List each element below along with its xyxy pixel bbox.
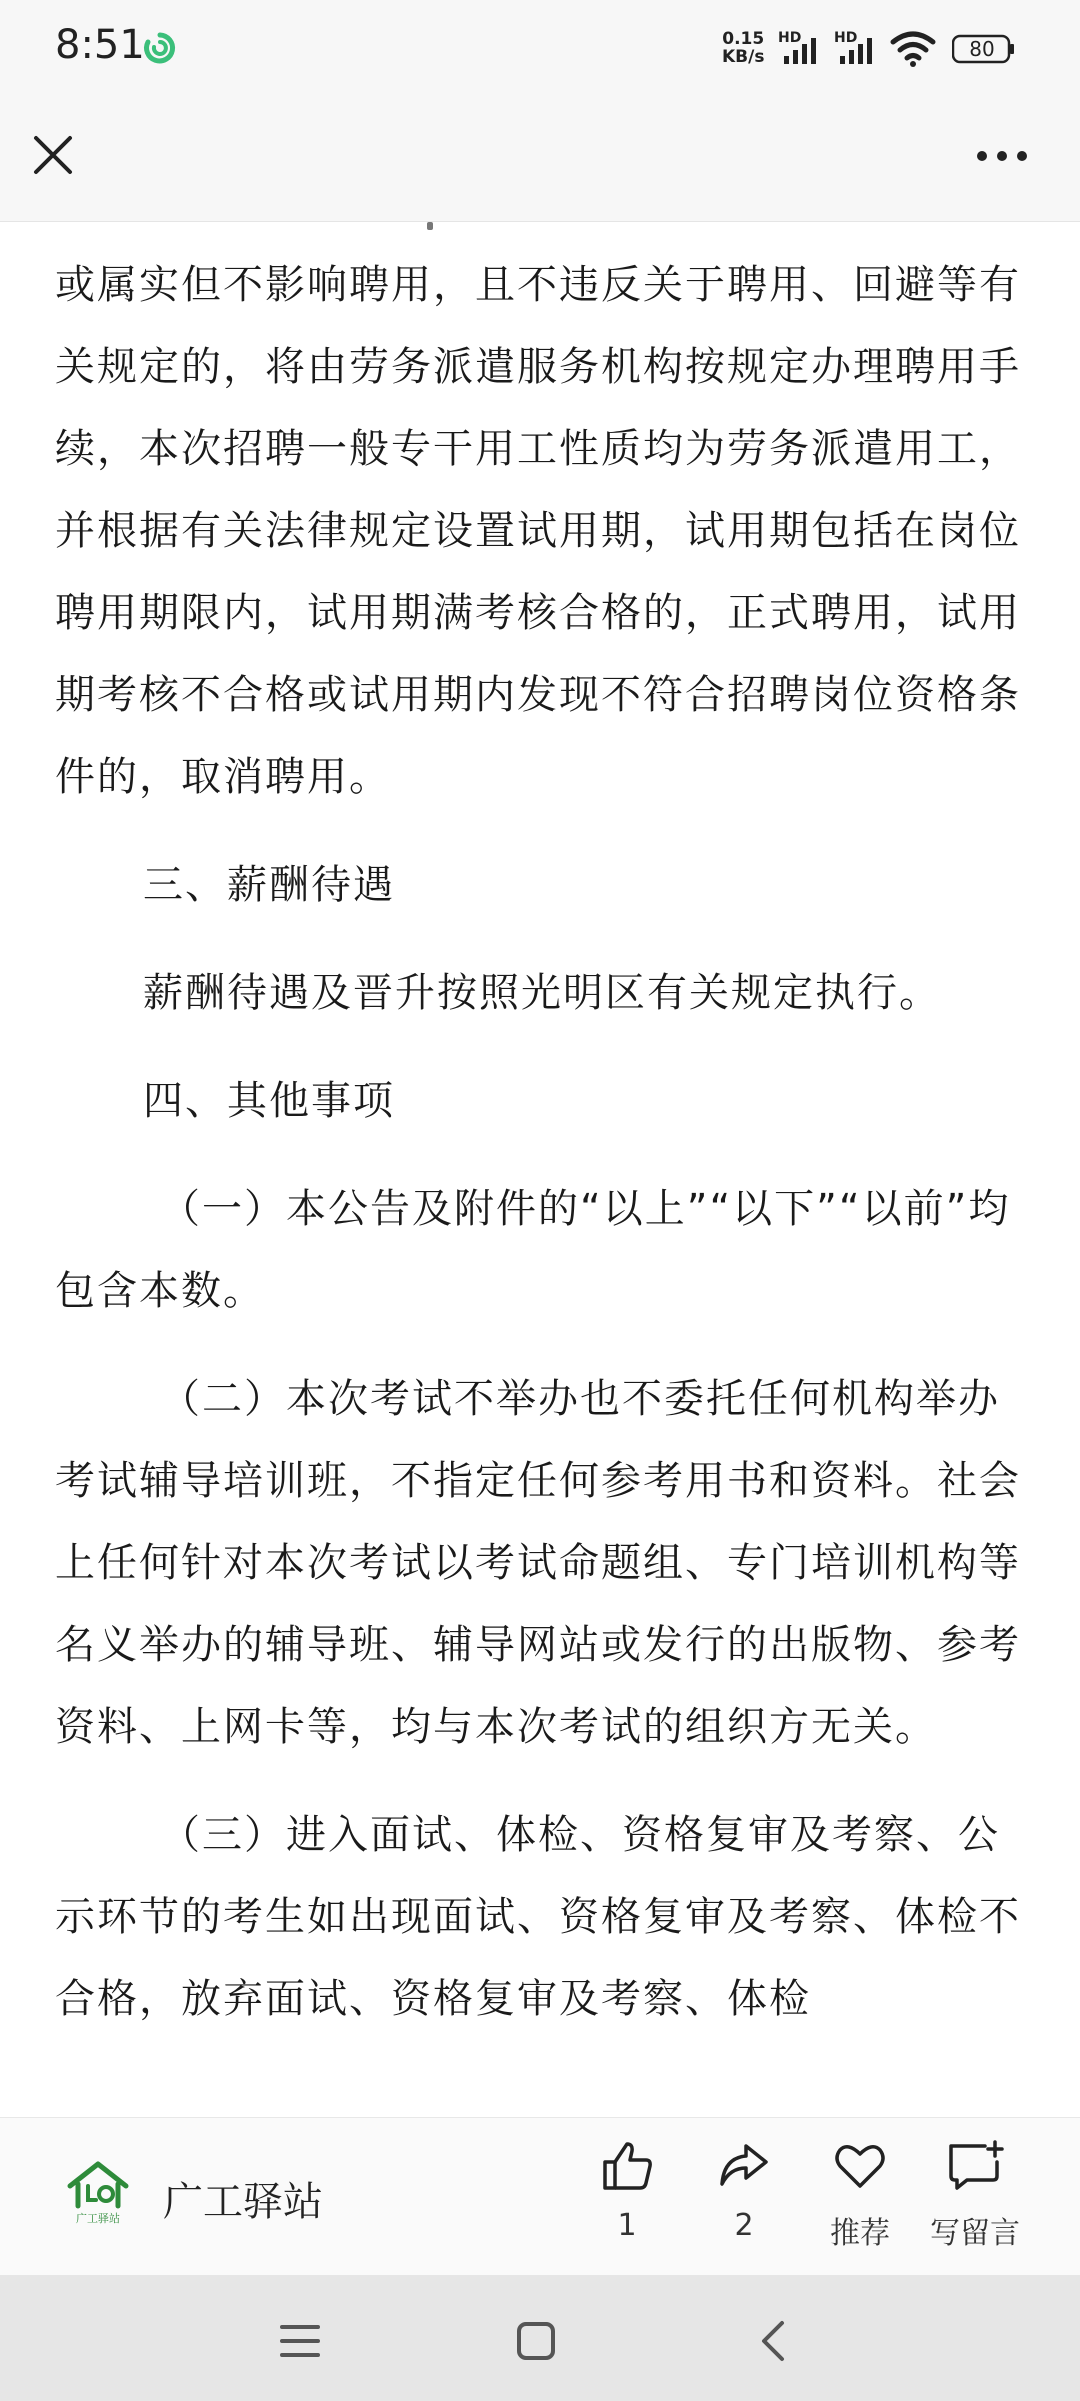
share-count: 2 [734, 2208, 754, 2243]
section-heading: 四、其他事项 [143, 1078, 395, 1124]
section-heading: 三、薪酬待遇 [143, 862, 395, 908]
like-button[interactable] [567, 2138, 687, 2258]
hd-label: HD [778, 30, 802, 46]
back-icon[interactable] [744, 2311, 804, 2371]
status-bar [0, 0, 1080, 100]
net-speed: 0.15 KB/s [722, 29, 765, 67]
share-icon [716, 2138, 772, 2194]
account-logo[interactable] [62, 2156, 134, 2228]
recommend-label: 推荐 [830, 2216, 890, 2251]
logo-text: 广工驿站 [76, 2212, 120, 2225]
battery-level: 80 [969, 37, 995, 61]
article-paragraph: （一）本公告及附件的“以上”“以下”“以前”均包含本数。 [55, 1186, 1011, 1314]
close-icon[interactable] [28, 130, 78, 180]
article-paragraph: 薪酬待遇及晋升按照光明区有关规定执行。 [143, 970, 941, 1016]
write-comment-label: 写留言 [930, 2216, 1020, 2251]
status-time: 8:51 [55, 22, 145, 68]
write-comment-button[interactable] [915, 2138, 1035, 2258]
clipped-text-line [55, 222, 1025, 230]
share-button[interactable] [684, 2138, 804, 2258]
article-body [55, 222, 1025, 2117]
recommend-button[interactable] [800, 2138, 920, 2258]
signal-icon [838, 34, 882, 66]
home-icon[interactable] [506, 2311, 566, 2371]
menu-icon[interactable] [270, 2311, 330, 2371]
sync-icon [142, 30, 178, 66]
system-nav-bar [0, 2275, 1080, 2401]
signal-icon [782, 34, 826, 66]
account-name[interactable]: 广工驿站 [163, 2179, 323, 2225]
article-paragraph: （二）本次考试不举办也不委托任何机构举办考试辅导培训班，不指定任何参考用书和资料。社会上任何针对本次考试以考试命题组、专门培训机构等名义举办的辅导班、辅导网站或发行的出版物、参考资料、上网卡等，均与本次考试的组织方无关。 [55, 1376, 1021, 1750]
article-paragraph: （三）进入面试、体检、资格复审及考察、公示环节的考生如出现面试、资格复审及考察、体检不合格，放弃面试、资格复审及考察、体检 [55, 1812, 1021, 2022]
top-nav-bar [0, 100, 1080, 222]
like-count: 1 [617, 2208, 637, 2243]
comment-icon [945, 2138, 1005, 2194]
heart-icon [832, 2138, 888, 2194]
bottom-action-bar [0, 2117, 1080, 2276]
wifi-icon [890, 30, 936, 68]
more-icon[interactable] [972, 136, 1032, 176]
hd-label: HD [834, 30, 858, 46]
article-paragraph: 或属实但不影响聘用，且不违反关于聘用、回避等有关规定的，将由劳务派遣服务机构按规定办理聘用手续，本次招聘一般专干用工性质均为劳务派遣用工，并根据有关法律规定设置试用期，试用期包括在岗位聘用期限内，试用期满考核合格的，正式聘用，试用期考核不合格或试用期内发现不符合招聘岗位资格条件的，取消聘用。 [55, 262, 1021, 800]
thumbs-up-icon [599, 2138, 655, 2194]
